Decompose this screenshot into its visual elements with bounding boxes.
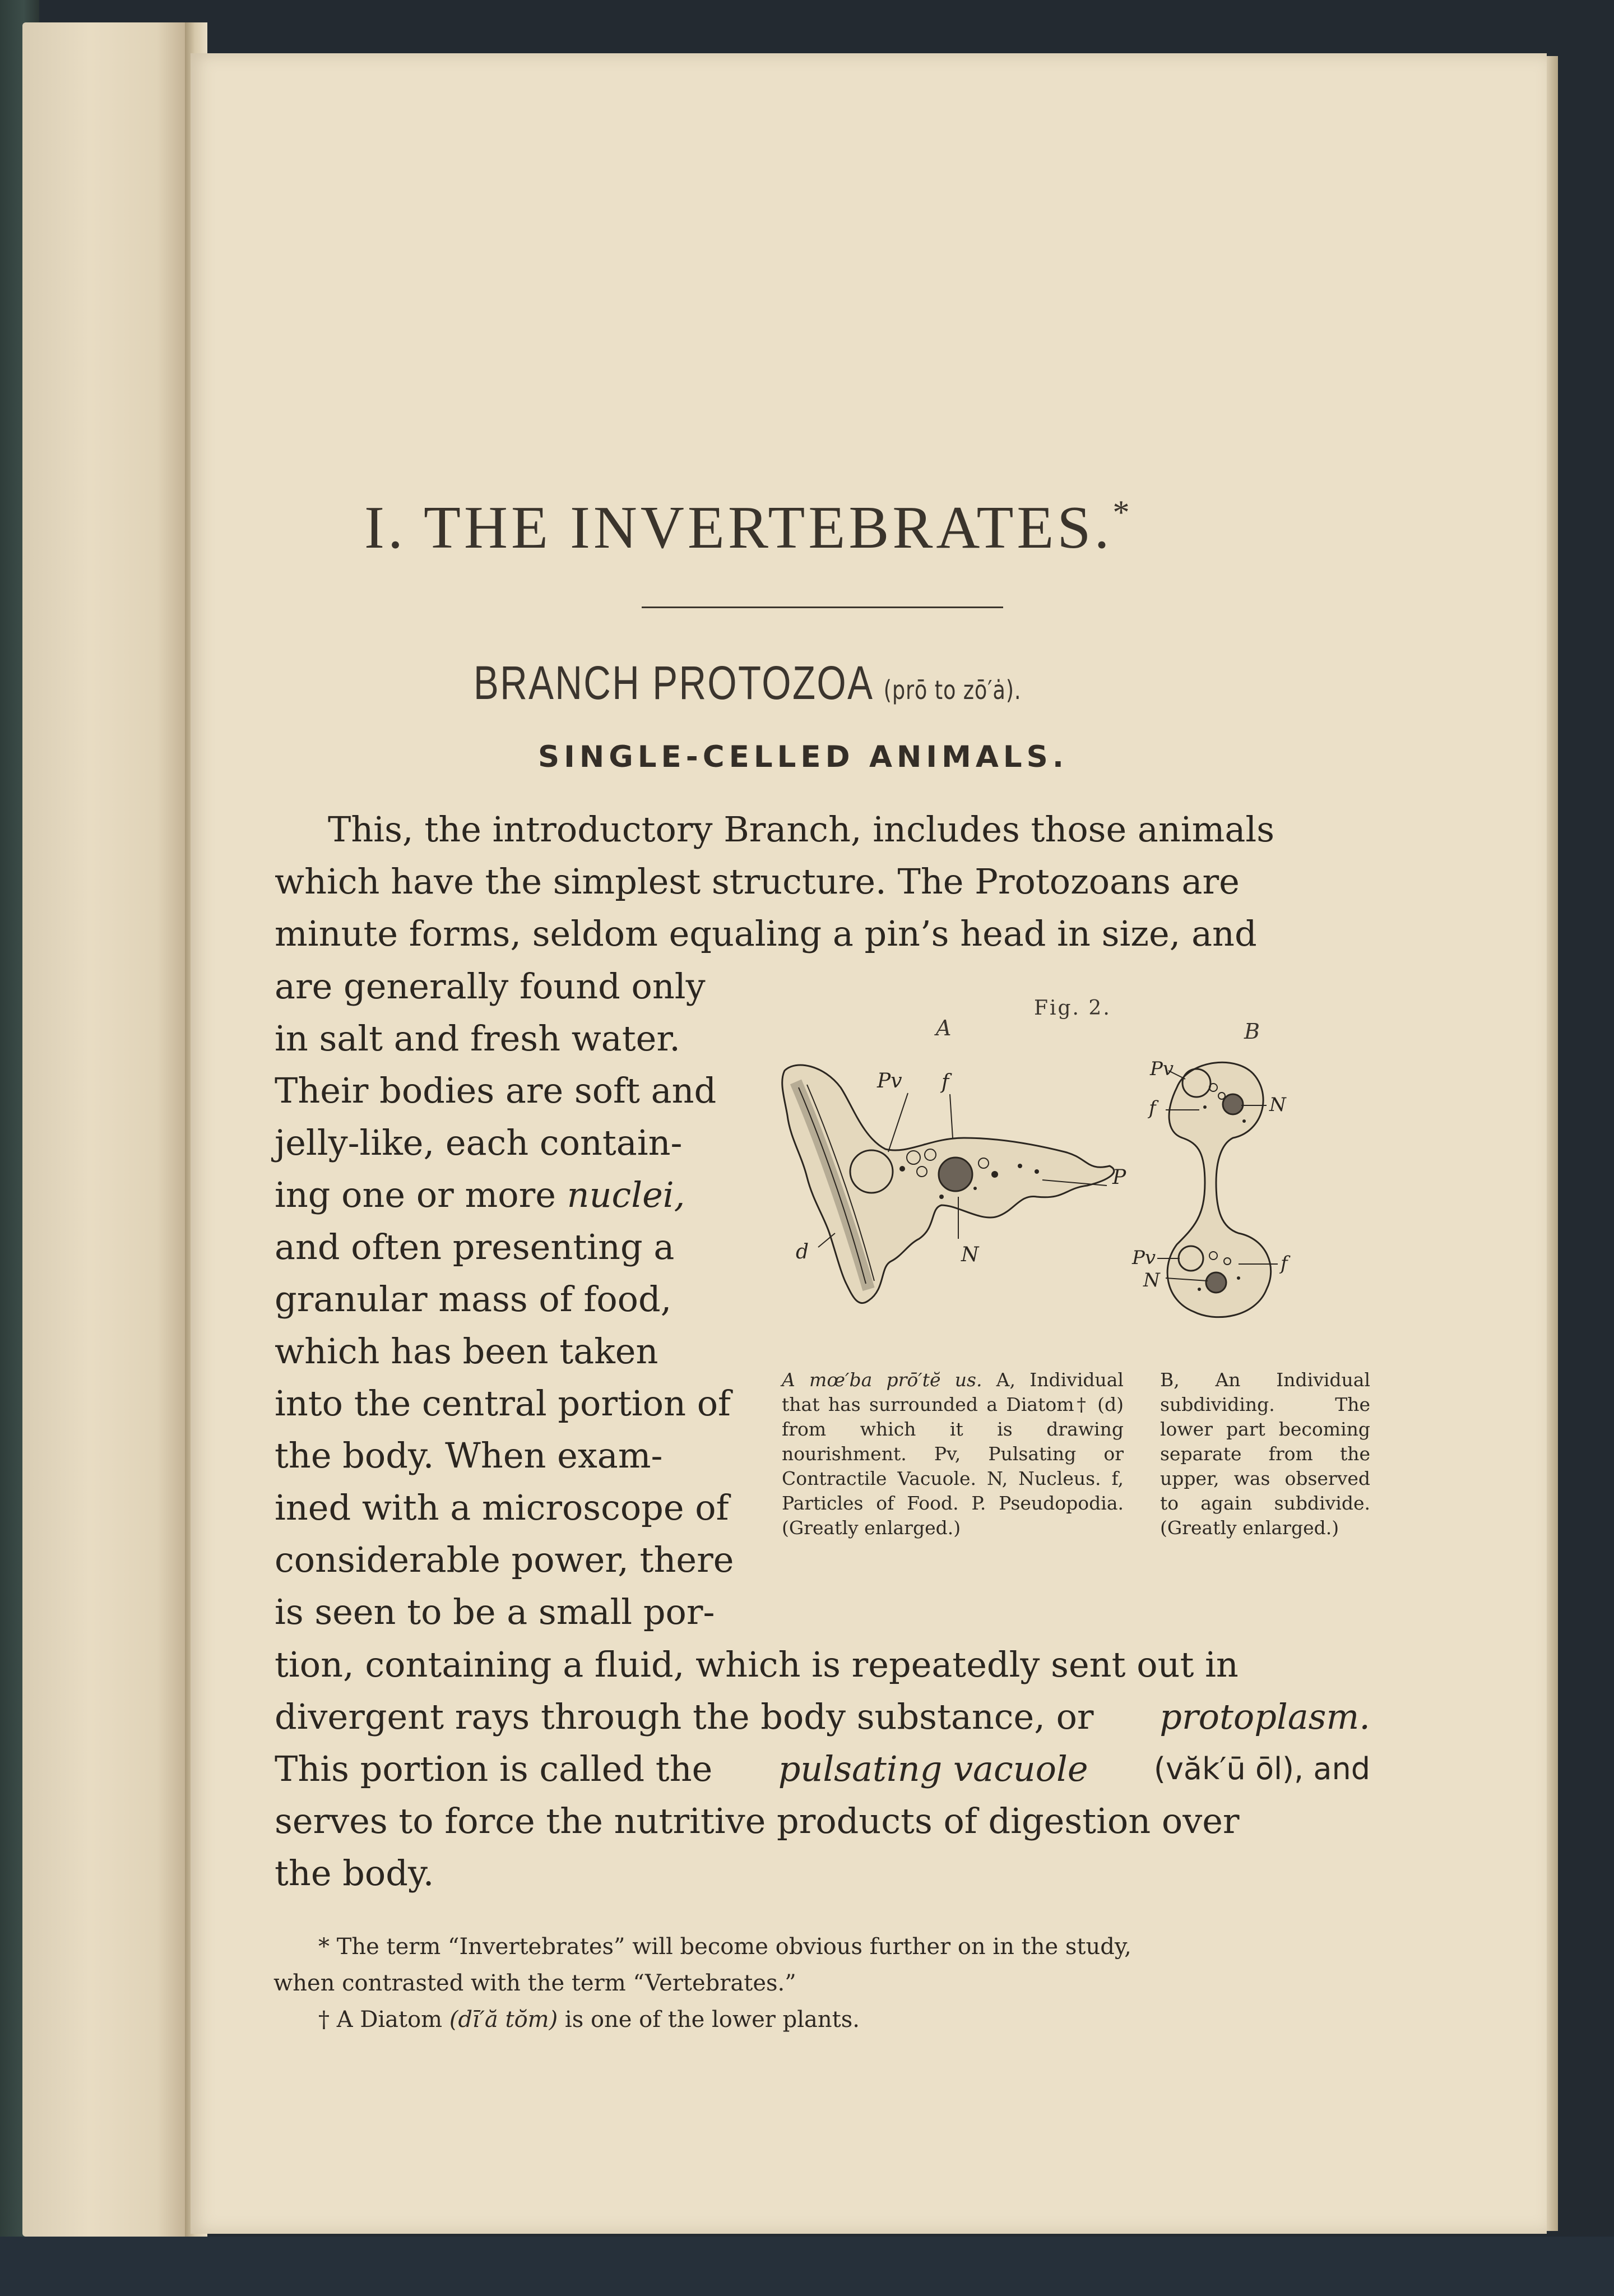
body-closing [275, 1642, 1370, 1895]
label-n-a: N [961, 1243, 979, 1266]
label-d-a: d [796, 1240, 809, 1263]
text-line: This, the introductory Branch, includes those animals [328, 809, 1275, 850]
text-line: granular mass of food, [275, 1279, 672, 1320]
text-line: and often presenting a [275, 1226, 675, 1267]
branch-heading: BRANCH PROTOZOA (prō to zō′ȧ). [474, 656, 1022, 709]
footnote-1-line-2: when contrasted with the term “Vertebrates.” [273, 1970, 796, 1996]
label-pv-b-bottom: Pv [1132, 1247, 1156, 1269]
footnote-2: † A Diatom (dī′ă tŏm) is one of the lower plants. [318, 2007, 860, 2033]
text-line: minute forms, seldom equaling a pin’s head in size, and [275, 913, 1257, 954]
body-opening [275, 807, 1370, 954]
label-p-a: P [1112, 1166, 1126, 1189]
caption-a-name: A mœ′ba prō′tĕ us. [782, 1369, 982, 1391]
text-line: in salt and fresh water. [275, 1018, 680, 1059]
term-protoplasm: protoplasm. [1160, 1696, 1370, 1737]
page-edge [1547, 56, 1558, 2231]
diatom-pronunciation: (dī′ă tŏm) [449, 2007, 558, 2033]
text-line: jelly-like, each contain- [275, 1122, 683, 1163]
label-f-a: f [942, 1071, 949, 1094]
caption-b: B, An Individual subdividing. The lower part becoming separate from the upper, was observed to again subdivide. (Greatly enlarged.) [1160, 1369, 1370, 1539]
amoeba-illustration [773, 1054, 1423, 1345]
label-pv-a: Pv [877, 1070, 902, 1093]
footnote-1-line-1: * The term “Invertebrates” will become obvious further on in the study, [318, 1934, 1131, 1960]
term-nuclei: nuclei, [567, 1174, 685, 1215]
label-n-b-top: N [1269, 1094, 1286, 1116]
text-line: Their bodies are soft and [275, 1070, 717, 1111]
text-line: the body. [275, 1853, 434, 1894]
nucleus-b-top [1223, 1094, 1243, 1114]
term-pulsating-vacuole: pulsating vacuole [778, 1748, 1088, 1789]
label-pv-b-top: Pv [1150, 1058, 1174, 1080]
text-line: the body. When exam- [275, 1435, 663, 1476]
figure-letter-a: A [936, 1016, 952, 1040]
nucleus-b-bottom [1206, 1272, 1226, 1293]
chapter-title: I. THE INVERTEBRATES.* [364, 494, 1130, 561]
text-line: into the central portion of [275, 1383, 731, 1424]
figure-label: Fig. 2. [1034, 997, 1111, 1020]
branch-pronunciation: (prō to zō′ȧ). [883, 675, 1022, 705]
body-narrow-column [275, 964, 743, 1659]
left-page-edge [22, 22, 191, 2237]
text-line: serves to force the nutritive products of digestion over [275, 1800, 1240, 1841]
label-n-b-bottom: N [1143, 1269, 1160, 1292]
label-f-b-top: f [1149, 1097, 1156, 1119]
text-line: ing one or more nuclei, [275, 1173, 685, 1218]
text-line: considerable power, there [275, 1539, 734, 1580]
text-line: which have the simplest structure. The Protozoans are [275, 861, 1240, 902]
vacuole-pronunciation: (văk′ū ōl), and [1153, 1751, 1370, 1786]
title-rule [642, 607, 1003, 608]
label-f-b-bottom: f [1281, 1252, 1288, 1275]
text-line: divergent rays through the body substance, or protoplasm. [275, 1695, 1370, 1739]
text-line: which has been taken [275, 1331, 658, 1372]
text-line: are generally found only [275, 966, 706, 1007]
text-line: is seen to be a small por- [275, 1591, 715, 1632]
text-line: This portion is called the pulsating vacuole (văk′ū ōl), and [275, 1747, 1370, 1792]
caption-a: A mœ′ba prō′tĕ us. A, Individual that has surrounded a Diatom† (d) from which it is drawing nourishment. Pv, Pulsating or Contractile Vacuole. N, Nucleus. f, Particles of Food. P. Pseudopodia. (Greatly enlarged.) [782, 1369, 1124, 1539]
book-cloth-bottom [0, 2237, 1614, 2296]
nucleus-a [939, 1158, 972, 1191]
text-line: ined with a microscope of [275, 1487, 729, 1528]
section-subheading: SINGLE-CELLED ANIMALS. [538, 740, 1068, 774]
text-line: tion, containing a fluid, which is repeatedly sent out in [275, 1644, 1239, 1685]
figure-letter-b: B [1244, 1019, 1260, 1044]
